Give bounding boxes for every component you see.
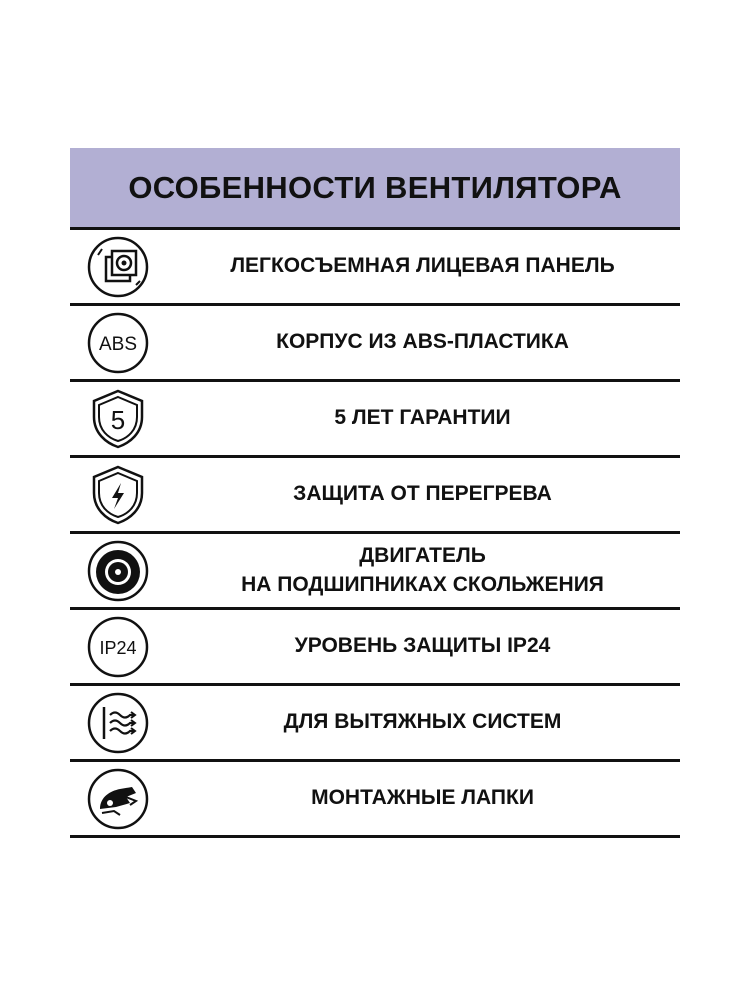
abs-icon	[86, 311, 150, 375]
feature-label	[165, 306, 680, 379]
feature-line: ДВИГАТЕЛЬ	[359, 544, 486, 568]
header-banner	[70, 148, 680, 230]
ip-rating-icon	[86, 615, 150, 679]
feature-label	[165, 230, 680, 303]
feature-line: 5 ЛЕТ ГАРАНТИИ	[334, 406, 511, 430]
feature-row-abs	[70, 306, 680, 382]
warranty-shield-icon	[86, 387, 150, 451]
feature-label	[165, 686, 680, 759]
lightning-shield-icon	[86, 463, 150, 527]
abs-icon-text: ABS	[98, 333, 138, 355]
ip-icon-text: IP24	[99, 637, 137, 658]
feature-label	[165, 534, 680, 607]
page-title: ОСОБЕННОСТИ ВЕНТИЛЯТОРА	[128, 169, 622, 205]
feature-row-ip	[70, 610, 680, 686]
removable-panel-icon	[86, 235, 150, 299]
feature-row-warranty	[70, 382, 680, 458]
feature-row-motor	[70, 534, 680, 610]
feature-line: КОРПУС ИЗ ABS-ПЛАСТИКА	[276, 330, 569, 354]
feature-line: МОНТАЖНЫЕ ЛАПКИ	[311, 786, 534, 810]
feature-line: ЗАЩИТА ОТ ПЕРЕГРЕВА	[293, 482, 552, 506]
mounting-tabs-icon	[86, 767, 150, 831]
warranty-icon-text: 5	[110, 404, 126, 435]
feature-line: ДЛЯ ВЫТЯЖНЫХ СИСТЕМ	[283, 710, 562, 734]
feature-row-exhaust	[70, 686, 680, 762]
feature-label	[165, 458, 680, 531]
feature-row-removable-panel	[70, 230, 680, 306]
feature-line: УРОВЕНЬ ЗАЩИТЫ IP24	[294, 634, 551, 658]
motor-icon	[86, 539, 150, 603]
feature-label	[165, 382, 680, 455]
feature-line: НА ПОДШИПНИКАХ СКОЛЬЖЕНИЯ	[241, 572, 604, 596]
feature-row-mounting	[70, 762, 680, 838]
features-sheet	[70, 148, 680, 838]
feature-label	[165, 610, 680, 683]
feature-line: ЛЕГКОСЪЕМНАЯ ЛИЦЕВАЯ ПАНЕЛЬ	[230, 254, 615, 278]
airflow-icon	[86, 691, 150, 755]
feature-row-overheat	[70, 458, 680, 534]
feature-label	[165, 762, 680, 835]
